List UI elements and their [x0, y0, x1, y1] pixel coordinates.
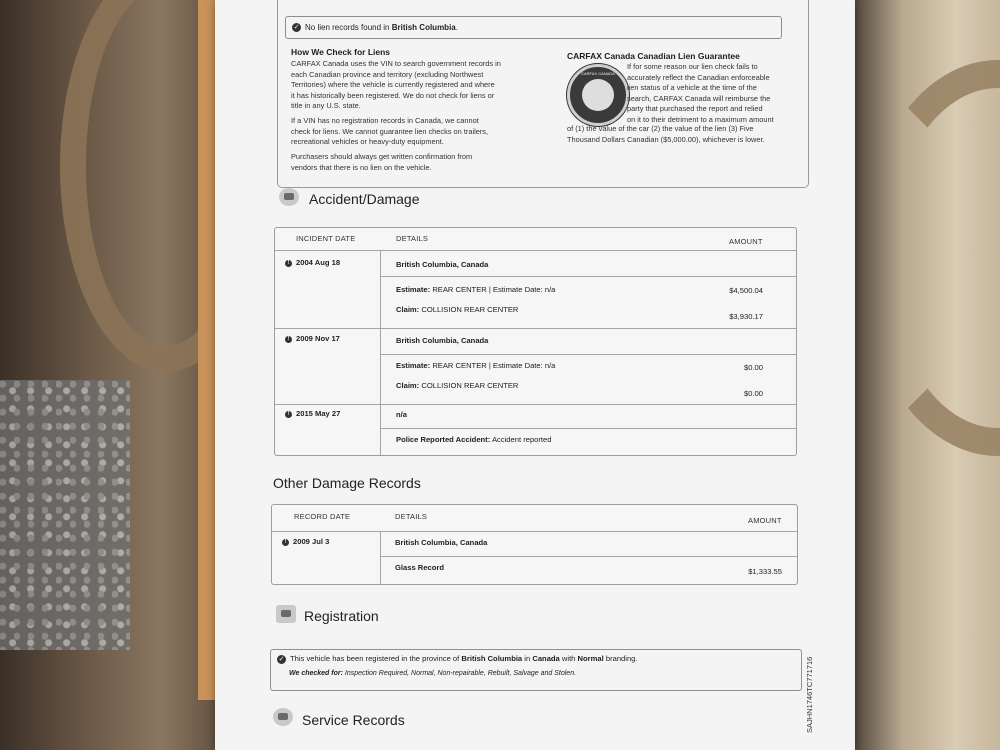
- lien-how-p2: If a VIN has no registration records in Canada, we cannot check for liens. We cannot guarantee lien checks on trailers, recreational vehicles or heavy-duty equipment.: [291, 116, 489, 146]
- registration-checked-for: We checked for: Inspection Required, Normal, Non-repairable, Rebuilt, Salvage and Stolen.: [289, 670, 577, 677]
- estimate-detail: Estimate: REAR CENTER | Estimate Date: n/a: [396, 285, 556, 294]
- carfax-report-page: [215, 0, 855, 750]
- registration-title: Registration: [304, 608, 379, 624]
- col-amount: AMOUNT: [748, 516, 782, 525]
- col-details: DETAILS: [396, 234, 429, 243]
- lien-how-p1: CARFAX Canada uses the VIN to search government records in each Canadian province and territory (excluding Northwest Territories) where the vehicle is currently registered and where it has historically been registered. We do not check for liens or title in any U.S. state.: [291, 59, 501, 110]
- claim-detail: Claim: COLLISION REAR CENTER: [396, 381, 519, 390]
- claim-amount: $3,930.17: [729, 312, 763, 321]
- lien-guarantee-text: If for some reason our lien check fails to accurately reflect the Canadian enforceable lien status of a vehicle at the time of the search, CARFAX Canada will reimburse the party that purchased the report and relied on it to their detriment to a maximum amount: [627, 62, 774, 124]
- other-damage-title: Other Damage Records: [273, 475, 421, 491]
- lien-guarantee-title: CARFAX Canada Canadian Lien Guarantee: [567, 51, 740, 61]
- service-records-title: Service Records: [302, 712, 405, 728]
- vin-side-label: SAJHN1746TC771716: [805, 656, 814, 733]
- carfax-canada-seal: CARFAX CANADA: [567, 64, 629, 126]
- table-row-location: n/a: [396, 410, 407, 419]
- service-icon: [273, 708, 293, 726]
- col-details: DETAILS: [395, 512, 428, 521]
- table-row-location: British Columbia, Canada: [396, 336, 489, 345]
- accident-table: [274, 227, 797, 456]
- registration-statement: ✓ This vehicle has been registered in the province of British Columbia in Canada with Normal branding.: [278, 654, 638, 663]
- table-row-location: British Columbia, Canada: [395, 538, 488, 547]
- estimate-amount: $4,500.04: [729, 286, 763, 295]
- estimate-detail: Estimate: REAR CENTER | Estimate Date: n/a: [396, 361, 556, 370]
- gravel-ground: [0, 380, 130, 650]
- claim-detail: Claim: COLLISION REAR CENTER: [396, 305, 519, 314]
- police-report-detail: Police Reported Accident: Accident reported: [396, 435, 552, 444]
- col-amount: AMOUNT: [729, 237, 763, 246]
- table-row-date: ! 2015 May 27: [285, 409, 340, 418]
- registration-box: [270, 649, 802, 691]
- estimate-amount: $0.00: [743, 363, 763, 372]
- table-row-date: ! 2009 Jul 3: [282, 537, 329, 546]
- registration-icon: [276, 605, 296, 623]
- other-damage-table: [271, 504, 798, 585]
- lien-guarantee-text-2: of (1) the value of the car (2) the value of the lien (3) Five Thousand Dollars Canadian ($5,000.00), whichever is lower.: [567, 124, 765, 144]
- table-row-date: ! 2004 Aug 18: [285, 258, 340, 267]
- car-crash-icon: [279, 188, 299, 206]
- glass-record: Glass Record: [395, 563, 444, 572]
- accident-damage-title: Accident/Damage: [309, 191, 420, 207]
- table-row-location: British Columbia, Canada: [396, 260, 489, 269]
- check-icon: ✓: [278, 655, 285, 663]
- glass-record-amount: $1,333.55: [748, 567, 782, 576]
- check-icon: ✓: [293, 24, 300, 32]
- lien-how-title: How We Check for Liens: [291, 47, 391, 57]
- table-row-date: ! 2009 Nov 17: [285, 334, 340, 343]
- col-incident-date: INCIDENT DATE: [296, 234, 356, 243]
- col-record-date: RECORD DATE: [294, 512, 351, 521]
- lien-status-banner: ✓ No lien records found in British Columbia.: [285, 16, 782, 39]
- lien-how-p3: Purchasers should always get written confirmation from vendors that there is no lien on the vehicle.: [291, 152, 473, 172]
- claim-amount: $0.00: [743, 389, 763, 398]
